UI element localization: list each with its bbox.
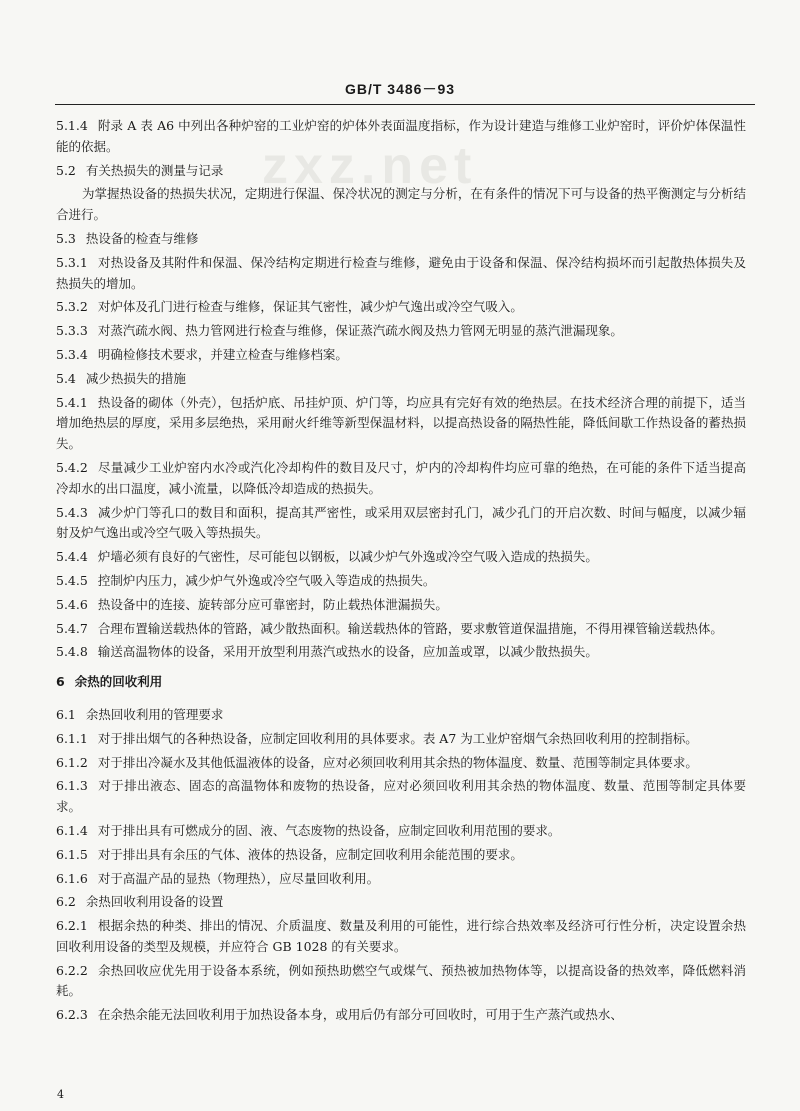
clause <box>56 321 746 342</box>
clause-number: 5.4.5 <box>56 572 88 588</box>
clause-text: 减少热损失的措施 <box>85 370 186 386</box>
clause-number: 5.4.6 <box>56 596 88 612</box>
clause-number: 5.3 <box>56 230 76 246</box>
subsection-heading <box>56 892 746 913</box>
clause <box>56 571 746 592</box>
clause-text: 余热回收利用的管理要求 <box>85 706 224 722</box>
clause-number: 5.3.1 <box>56 254 88 270</box>
clause-number: 5.4.7 <box>56 620 88 636</box>
clause <box>56 869 746 890</box>
clause-number: 5.3.3 <box>56 323 88 339</box>
header-rule <box>55 104 755 105</box>
clause-number: 6.2 <box>56 894 76 910</box>
clause-text: 在余热余能无法回收利用于加热设备本身，或用后仍有部分可回收时，可用于生产蒸汽或热水、 <box>97 1007 623 1023</box>
clause <box>56 729 746 750</box>
clause <box>56 503 746 545</box>
clause-text: 余热回收应优先用于设备本系统，例如预热助燃空气或煤气、预热被加热物体等，以提高设备的热效率，降低燃料消耗。 <box>56 962 746 999</box>
clause-text: 对于排出具有可燃成分的固、液、气态废物的热设备，应制定回收利用范围的要求。 <box>97 822 561 838</box>
subsection-heading <box>56 369 746 390</box>
clause <box>56 116 746 158</box>
clause-number: 5.3.4 <box>56 346 88 362</box>
clause-number: 6 <box>56 674 65 690</box>
clause <box>56 253 746 295</box>
standard-code-header: GB/T 3486－93 <box>344 81 456 97</box>
clause-text: 对蒸汽疏水阀、热力管网进行检查与维修，保证蒸汽疏水阀及热力管网无明显的蒸汽泄漏现象。 <box>97 323 623 339</box>
clause-number: 5.4.2 <box>56 459 88 475</box>
clause-number: 6.1 <box>56 706 76 722</box>
clause <box>56 458 746 500</box>
clause-number: 6.1.2 <box>56 754 88 770</box>
clause <box>56 642 746 663</box>
clause-number: 5.4.4 <box>56 549 88 565</box>
clause-text: 对于排出冷凝水及其他低温液体的设备，应对必须回收利用其余热的物体温度、数量、范围等制定具体要求。 <box>97 754 698 770</box>
clause-number: 5.4.3 <box>56 504 88 520</box>
clause <box>56 619 746 640</box>
paragraph <box>56 184 746 226</box>
clause-text: 合理布置输送载热体的管路，减少散热面积。输送载热体的管路，要求敷管道保温措施，不得用裸管输送载热体。 <box>97 620 723 636</box>
clause-number: 5.4.8 <box>56 644 88 660</box>
clause-number: 6.1.4 <box>56 822 88 838</box>
clause-text: 为掌握热设备的热损失状况，定期进行保温、保冷状况的测定与分析，在有条件的情况下可与设备的热平衡测定与分析结合进行。 <box>56 186 746 223</box>
clause <box>56 961 746 1003</box>
clause <box>56 845 746 866</box>
clause-text: 根据余热的种类、排出的情况、介质温度、数量及利用的可能性，进行综合热效率及经济可行性分析，决定设置余热回收利用设备的类型及规模，并应符合 GB 1028 的有关要求。 <box>56 918 746 954</box>
clause-text: 控制炉内压力，减少炉气外逸或冷空气吸入等造成的热损失。 <box>97 572 436 588</box>
clause <box>56 753 746 774</box>
clause-text: 减少炉门等孔口的数目和面积，提高其严密性，或采用双层密封孔门，减少孔门的开启次数、时间与幅度，以减少辐射及炉气逸出或冷空气吸入等热损失。 <box>56 504 746 541</box>
clause-text: 对热设备及其附件和保温、保冷结构定期进行检查与维修，避免由于设备和保温、保冷结构损坏而引起散热体损失及热损失的增加。 <box>56 254 746 291</box>
subsection-heading <box>56 229 746 250</box>
clause-text: 对于排出液态、固态的高温物体和废物的热设备，应对必须回收利用其余热的物体温度、数量、范围等制定具体要求。 <box>56 778 746 815</box>
clause-text: 对于排出烟气的各种热设备，应制定回收利用的具体要求。表 A7 为工业炉窑烟气余热回收利用的控制指标。 <box>97 730 698 746</box>
clause <box>56 776 746 818</box>
clause-text: 有关热损失的测量与记录 <box>85 162 224 178</box>
section-heading <box>56 672 746 693</box>
clause <box>56 1005 746 1026</box>
subsection-heading <box>56 705 746 726</box>
clause-number: 6.2.1 <box>56 918 88 934</box>
clause-number: 5.2 <box>56 162 76 178</box>
document-body <box>56 116 746 1029</box>
clause-number: 6.1.1 <box>56 730 88 746</box>
clause-number: 5.1.4 <box>56 118 88 133</box>
subsection-heading <box>56 161 746 182</box>
clause-text: 余热的回收利用 <box>74 674 163 690</box>
watermark-text: zxz.net <box>262 137 478 195</box>
clause-number: 5.4.1 <box>56 394 88 410</box>
clause-text: 余热回收利用设备的设置 <box>85 894 224 910</box>
clause <box>56 345 746 366</box>
clause-text: 尽量减少工业炉窑内水冷或汽化冷却构件的数目及尺寸，炉内的冷却构件均应可靠的绝热，在可能的条件下适当提高冷却水的出口温度，减小流量，以降低冷却造成的热损失。 <box>56 459 746 496</box>
clause-text: 热设备中的连接、旋转部分应可靠密封，防止载热体泄漏损失。 <box>97 596 448 612</box>
clause-text: 对于高温产品的显热（物理热），应尽量回收利用。 <box>97 870 380 886</box>
clause-number: 6.2.2 <box>56 962 88 978</box>
clause-number: 6.1.3 <box>56 778 88 794</box>
clause-number: 6.2.3 <box>56 1007 88 1023</box>
clause-number: 5.3.2 <box>56 299 88 315</box>
clause-text: 热设备的检查与维修 <box>85 230 199 246</box>
clause <box>56 916 746 958</box>
clause <box>56 595 746 616</box>
clause-text: 对炉体及孔门进行检查与维修，保证其气密性，减少炉气逸出或冷空气吸入。 <box>97 299 523 315</box>
clause <box>56 547 746 568</box>
clause-number: 6.1.5 <box>56 846 88 862</box>
clause-text: 炉墙必须有良好的气密性，尽可能包以钢板，以减少炉气外逸或冷空气吸入造成的热损失。 <box>97 549 598 565</box>
page-number: 4 <box>57 1088 64 1101</box>
clause-text: 明确检修技术要求，并建立检查与维修档案。 <box>97 346 348 362</box>
clause-text: 附录 A 表 A6 中列出各种炉窑的工业炉窑的炉体外表面温度指标，作为设计建造与维修工业炉窑时，评价炉体保温性能的依据。 <box>56 118 746 154</box>
clause-number: 6.1.6 <box>56 870 88 886</box>
clause-text: 输送高温物体的设备，采用开放型利用蒸汽或热水的设备，应加盖或罩，以减少散热损失。 <box>97 644 598 660</box>
clause-number: 5.4 <box>56 370 76 386</box>
clause <box>56 297 746 318</box>
clause-text: 热设备的砌体（外壳），包括炉底、吊挂炉顶、炉门等，均应具有完好有效的绝热层。在技术经济合理的前提下，适当增加绝热层的厚度，采用多层绝热，采用耐火纤维等新型保温材料，以提高热设备的隔热性能，降低间歇工作热设备的蓄热损失。 <box>56 394 746 452</box>
clause <box>56 393 746 455</box>
clause-text: 对于排出具有余压的气体、液体的热设备，应制定回收利用余能范围的要求。 <box>97 846 523 862</box>
clause <box>56 821 746 842</box>
